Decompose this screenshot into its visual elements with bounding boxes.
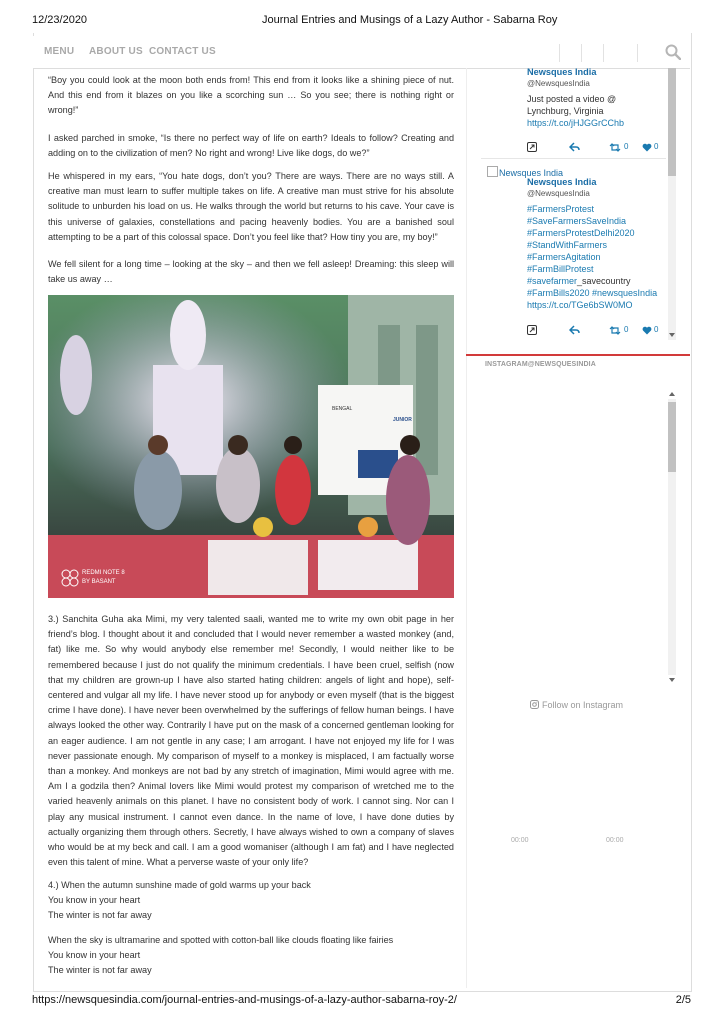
- photo-watermark-line: REDMI NOTE 8: [82, 570, 125, 576]
- poem-stanza: [48, 933, 393, 979]
- tweet-actions: [479, 325, 667, 339]
- print-url: https://newsquesindia.com/journal-entries-and-musings-of-a-lazy-author-sabarna-roy-2/: [32, 994, 457, 1006]
- hashtag-link[interactable]: #FarmersAgitation: [527, 252, 601, 262]
- heart-icon[interactable]: [642, 143, 652, 152]
- article-paragraph: I asked parched in smoke, “Is there no perfect way of life on earth? Ideals to follow? Creating and adding on to the civilization of men? No right and wrong! Live like dogs, do we?”: [48, 133, 454, 159]
- social-slot[interactable]: [581, 44, 582, 62]
- instagram-scrollbar-thumb[interactable]: [668, 402, 676, 472]
- navbar: [33, 36, 690, 69]
- tweet-link[interactable]: https://t.co/TGe6bSW0MO: [527, 300, 633, 310]
- poem-line: The winter is not far away: [48, 910, 152, 921]
- instagram-icon: [530, 700, 539, 709]
- retweet-count: 0: [624, 142, 629, 151]
- tweet-text: _savecountry: [577, 276, 631, 286]
- like-count: 0: [654, 142, 659, 151]
- tweet-author-name[interactable]: Newsques India: [527, 67, 597, 77]
- retweet-count: 0: [624, 325, 629, 334]
- photo-banner-text: BENGAL: [332, 406, 353, 412]
- reply-icon[interactable]: [569, 325, 580, 335]
- print-page-number: 2/5: [675, 994, 691, 1006]
- section-divider: [466, 354, 690, 356]
- nav-contact-us[interactable]: CONTACT US: [149, 46, 216, 57]
- hashtag-link[interactable]: #FarmersProtestDelhi2020: [527, 228, 635, 238]
- poem-line: You know in your heart: [48, 950, 141, 961]
- article-paragraph: He whispered in my ears, “You hate dogs, don’t you? There are ways. There are no ways still. A creative man must learn to suffer multiple takes on life. A creative man must strive for his absolute solitude to unburden his load on us. He walks through the world but returns to his cave. Your cave is this universe of galaxies, constellations and pacing heavenly bodies. You are a banished soul attempting to be a part of this colossal space. Don’t you feel like that? How tiny you are, my boy!”: [48, 171, 454, 242]
- tweet-text: Lynchburg, Virginia: [527, 106, 604, 116]
- article-paragraph: 3.) Sanchita Guha aka Mimi, my very talented saali, wanted me to write my own obit page in her friend’s blog. I thought about it and concluded that I would never remember a wasted monkey (and, fat) like me. So why would anybody else remember me! Secondly, I would neither like to be remembered because I just do not qualify the minimum credentials. I have been cruel, selfish (now that my children are grown-up I have also started hating children: angels of light and hope), self-centered and vulgar all my life. I have never stood up for anybody or even myself (that is the biggest crime I have done). I have never been overwhelmed by the sufferings of fellow human beings. I have always looked the other way. Contrarily I have put on the mask of a concerned gentleman looking for an eager audience. I am not gentle in any case; I am arrogant. I have not enjoyed my life for I was never passionate enough. My comparison of myself to a monkey is misplaced, I am factually worse than a monkey. And monkeys are not bad by any stretch of imagination, Mimi would agree with me. Am I a godzila then? Animal lovers like Mimi would protest my comparison of wretched me to the varied heavenly animals on this planet. I have no consistent body of work. I cannot sing. Nor can I play any musical instrument. I cannot even dance. In the name of love, I have done duties by actually organizing them through others. Secretly, I have always wished to own a company of slaves who would be at my beck and call. I am a good womaniser (although I am fat) and I have neglected even this talent of mine. What a perverse waste of your only life?: [48, 614, 454, 868]
- share-icon[interactable]: [527, 142, 537, 152]
- instagram-heading: INSTAGRAM@NEWSQUESINDIA: [485, 361, 596, 368]
- social-slot[interactable]: [559, 44, 560, 62]
- search-icon[interactable]: [665, 44, 681, 60]
- heart-icon[interactable]: [642, 326, 652, 335]
- tweet-text: Just posted a video @: [527, 94, 617, 104]
- scroll-down-arrow-icon[interactable]: [669, 678, 675, 683]
- tweet-actions: [479, 142, 667, 156]
- article-paragraph: We fell silent for a long time – looking at the sky – and then we fell asleep! Dreaming: this sleep will take us away …: [48, 259, 454, 285]
- poem-line: The winter is not far away: [48, 965, 152, 976]
- nav-menu[interactable]: MENU: [44, 46, 75, 57]
- poem-line: 4.) When the autumn sunshine made of gold warms up your back: [48, 880, 311, 890]
- nav-about-us[interactable]: ABOUT US: [89, 46, 143, 57]
- follow-instagram-link[interactable]: [530, 700, 623, 710]
- retweet-icon[interactable]: [609, 326, 621, 335]
- print-date: 12/23/2020: [32, 14, 88, 26]
- follow-instagram-label: Follow on Instagram: [542, 700, 624, 710]
- poem-line: You know in your heart: [48, 895, 141, 906]
- print-header: [0, 14, 724, 30]
- poem-stanza: [48, 878, 311, 924]
- tweet-divider: [481, 158, 666, 159]
- poem-line: When the sky is ultramarine and spotted with cotton-ball like clouds floating like fairies: [48, 935, 394, 945]
- share-icon[interactable]: [527, 325, 537, 335]
- scroll-up-arrow-icon[interactable]: [669, 392, 675, 397]
- print-title: Journal Entries and Musings of a Lazy Author - Sabarna Roy: [262, 14, 558, 26]
- tweet-author-name[interactable]: Newsques India: [527, 177, 597, 187]
- hashtag-link[interactable]: #FarmBills2020 #newsquesIndia: [527, 288, 658, 298]
- tweet-1: [527, 66, 715, 129]
- tweet-author-handle[interactable]: @NewsquesIndia: [527, 79, 590, 88]
- event-photo: [48, 295, 454, 598]
- hashtag-link[interactable]: #FarmersProtest: [527, 204, 595, 214]
- hashtag-link[interactable]: #FarmBillProtest: [527, 264, 594, 274]
- photo-watermark-line: BY BASANT: [82, 579, 116, 585]
- tweet-2: [527, 176, 715, 311]
- article-paragraph: “Boy you could look at the moon both ends from! This end from it looks like a shining piece of nut. And this end from it blazes on you like a scorching sun … So you see; there is nothing right or wrong!”: [48, 75, 454, 116]
- video-timestamp: 00:00: [511, 837, 529, 844]
- reply-icon[interactable]: [569, 142, 580, 152]
- like-count: 0: [654, 325, 659, 334]
- video-timestamp: 00:00: [606, 837, 624, 844]
- twitter-scrollbar-thumb[interactable]: [668, 68, 676, 176]
- scroll-down-arrow-icon[interactable]: [669, 333, 675, 338]
- social-slot[interactable]: [637, 44, 638, 62]
- tweet-avatar-alt: Newsques India: [499, 168, 564, 178]
- tweet-link[interactable]: https://t.co/jHJGGrCChb: [527, 118, 625, 128]
- retweet-icon[interactable]: [609, 143, 621, 152]
- hashtag-link[interactable]: #SaveFarmersSaveIndia: [527, 216, 627, 226]
- tweet-author-handle[interactable]: @NewsquesIndia: [527, 189, 590, 198]
- photo-banner-text: JUNIOR: [393, 417, 412, 423]
- tweet-mixed-line: [527, 275, 715, 287]
- hashtag-link[interactable]: #savefarmer: [527, 276, 578, 286]
- sidebar-divider: [466, 68, 467, 988]
- broken-image-icon: [487, 166, 498, 177]
- social-slot[interactable]: [603, 44, 604, 62]
- hashtag-link[interactable]: #StandWithFarmers: [527, 240, 608, 250]
